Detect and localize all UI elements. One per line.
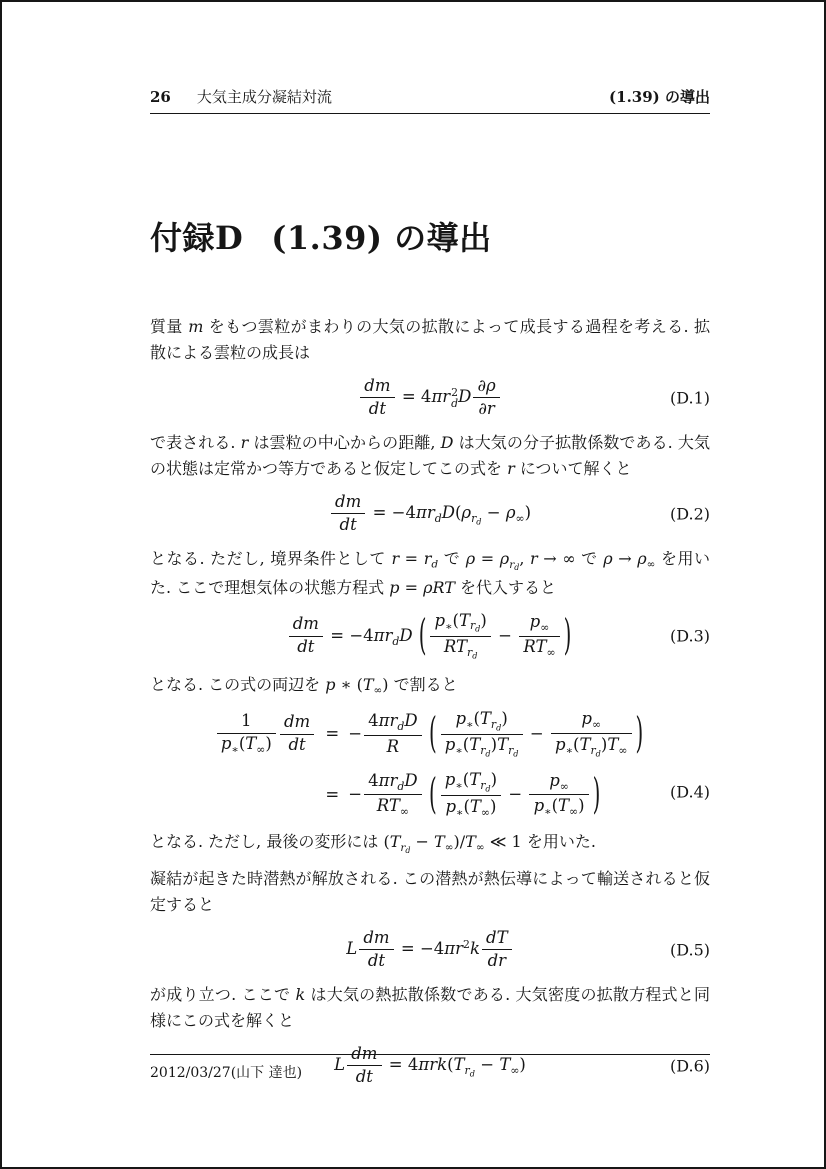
equation-block: L $\frac{dm}{dt}$ = $4\pi rk(T_{r_d} - T_\infty)$ (D.6) [334, 1043, 710, 1086]
page-number: 26 [150, 88, 171, 106]
running-header [150, 2, 710, 114]
paragraph: となる. ただし, 境界条件として $r = r_d$ で $\rho = \rho_{r_d}$, r → ∞ で $\rho \to \rho_\infty$ を用いた. ここで理想気体の状態方程式 p = ρRT を代入すると [150, 549, 711, 597]
fraction: $\frac{dm}{dt}$ [280, 713, 314, 755]
fraction: $\frac{dT}{dr}$ [482, 929, 512, 971]
equation-number: (D.3) [669, 626, 710, 646]
paragraph: で表される. r は雲粒の中心からの距離, D は大気の分子拡散係数である. 大気の状態は定常かつ等方であると仮定してこの式を r について解くと [150, 433, 710, 478]
page-footer [150, 1054, 710, 1082]
fraction: $\frac{\partial\rho}{\partial r}$ [473, 377, 499, 419]
equation-number: (D.4) [669, 782, 710, 802]
fraction: $\frac{p_\infty}{p_∗(T_\infty)}$ [529, 772, 588, 819]
fraction: $p_∗(T_{r_d})$ $RT_{r_d}$ [430, 612, 491, 661]
paragraph: 質量 m をもつ雲粒がまわりの大気の拡散によって成長する過程を考える. 拡散による雲粒の成長は [150, 317, 710, 362]
paragraph: が成り立つ. ここで k は大気の熱拡散係数である. 大気密度の拡散方程式と同様にこの式を解くと [150, 984, 710, 1030]
fraction: $\frac{1}{p_∗(T_\infty)}$ [217, 712, 276, 757]
fraction: $p_∗(T_{r_d})$ $p_∗(T_{r_d})T_{r_d}$ [441, 710, 523, 759]
running-header-left [150, 86, 332, 107]
chapter-title: 大気主成分凝結対流 [196, 88, 332, 106]
parentheses: ( $p_∗(T_{r_d})$ $p_∗(T_{r_d})T_{r_d}$ − $p_\infty$ $p_∗(T_{r_d})T_\infty$ ) [428, 708, 644, 759]
fraction: $\frac{p_\infty}{RT_\infty}$ [519, 613, 559, 660]
section-title: (1.39) の導出 [609, 88, 710, 106]
parentheses: ( $p_∗(T_{r_d})$ $RT_{r_d}$ − $\frac{p_\infty}{RT_\infty}$ ) [418, 610, 572, 661]
fraction: $p_∗(T_{r_d})$ $p_∗(T_\infty)$ [441, 771, 502, 819]
paragraph: 凝結が起きた時潜熱が解放される. この潜熱が熱伝導によって輸送されると仮定すると [150, 868, 710, 914]
fraction: $\frac{dm}{dt}$ [331, 493, 365, 535]
equation-block: L $\frac{dm}{dt}$ = $-4\pi r^2k$ $\frac{dT}{dr}$ (D.5) [346, 927, 710, 970]
fraction: $4\pi r_dD$ R [364, 712, 422, 757]
paragraph: となる. この式の両辺を p ∗ $(T_\infty)$ で割ると [150, 674, 458, 697]
equation-number: (D.1) [669, 388, 710, 408]
fraction: $4\pi r_dD$ $RT_\infty$ [364, 772, 422, 819]
paragraph: となる. ただし, 最後の変形には $(T_{r_d} - T_\infty)/T_\infty$ ≪ 1 を用いた. [150, 831, 596, 855]
appendix-title-label: 付録D [150, 219, 244, 257]
appendix-title-text: (1.39) の導出 [271, 219, 492, 257]
fraction: $\frac{dm}{dt}$ [347, 1045, 381, 1087]
document-body [150, 314, 710, 1089]
fraction: $\frac{dm}{dt}$ [360, 377, 394, 419]
equation-number: (D.5) [669, 940, 710, 960]
appendix-title [150, 218, 710, 258]
equation-number: (D.6) [669, 1056, 710, 1076]
equation-block: $\frac{dm}{dt}$ = $-4\pi r_dD$ ( $p_∗(T_{r_d})$ $RT_{r_d}$ − $\frac{p_\infty}{RT_\infty}$ ) (D.3) [150, 610, 710, 663]
fraction: $p_\infty$ $p_∗(T_{r_d})T_\infty$ [551, 710, 632, 758]
equation-block: $\frac{dm}{dt}$ = 4πr 2 d D $\frac{\partial\rho}{\partial r}$ (D.1) [150, 375, 710, 421]
footer-date-author: 2012/03/27(山下 達也) [150, 1065, 303, 1081]
fraction: $\frac{dm}{dt}$ [289, 615, 323, 657]
equation-block: $\frac{dm}{dt}$ = $-4\pi r_dD(\rho_{r_d} - \rho_\infty)$ (D.2) [150, 491, 710, 537]
parentheses: ( $p_∗(T_{r_d})$ $p_∗(T_\infty)$ − $\frac{p_\infty}{p_∗(T_\infty)}$ ) [428, 769, 601, 819]
equation-number: (D.2) [669, 504, 710, 524]
fraction: $\frac{dm}{dt}$ [359, 929, 393, 971]
equation-block: $\frac{1}{p_∗(T_\infty)}$ $\frac{dm}{dt}$ = − $4\pi r_dD$ R ( $p_∗(T_{r_d})$ $p_∗(T_{r_d})T_{r_d}$ − $p_\infty$ $p_∗(T_{r_d})T_\infty$ ) = − $4\pi r_dD$ $RT_\infty$ ( $p_∗(T_{r_d})$ $p_∗(T_\infty)$ − $\frac{p_\infty}{p_∗(T_\infty)}$ ) (D.4) [150, 710, 710, 819]
